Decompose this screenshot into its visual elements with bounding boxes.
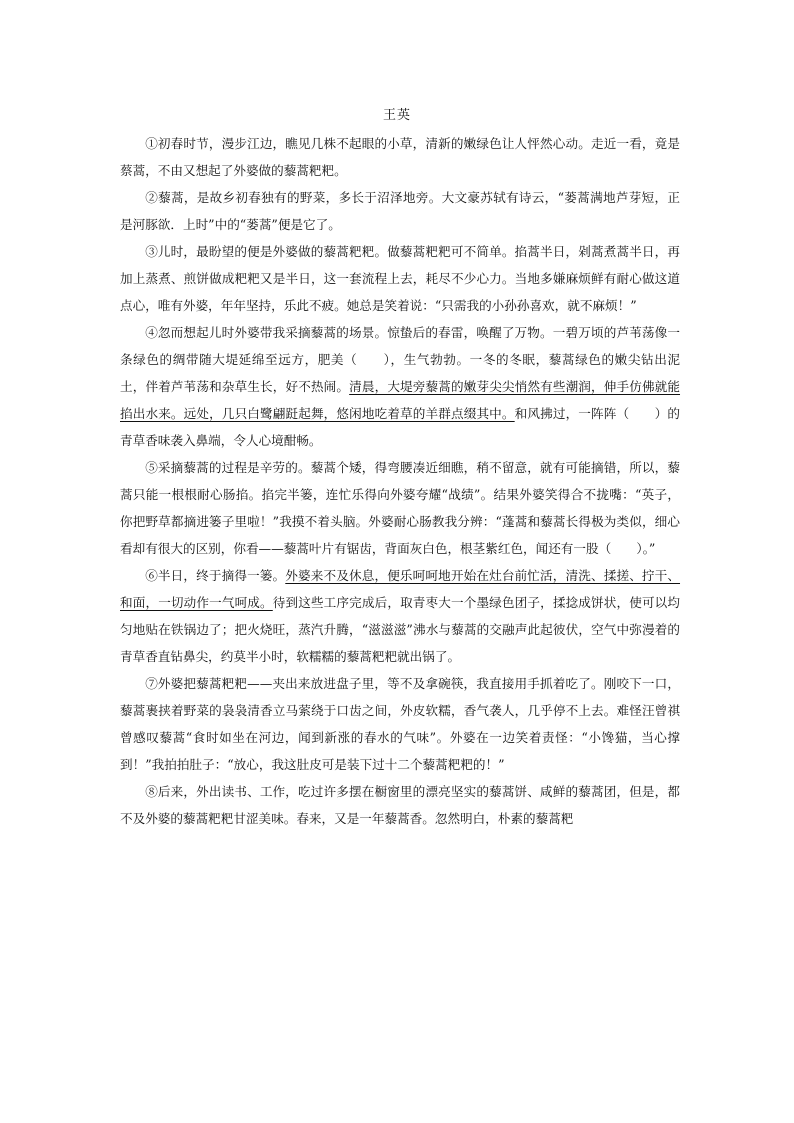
text-run: ④忽而想起儿时外婆带我采摘藜蒿的场景。惊蛰后的春雷，唤醒了万物。一碧万顷的芦苇荡像一条绿色的绸带随大堤延绵至远方，肥美（ ），生气勃勃。一冬的冬眠，藜蒿绿色的嫩尖钻出泥土，伴着芦苇荡和杂草生长，好不热闹。 — [120, 325, 680, 394]
underlined-sentence: 清晨，大堤旁藜蒿的嫩芽尖尖悄然有些潮润，伸手仿佛就能掐出水来。远处，几只白鹭翩跹起舞，悠闲地吃着草的羊群点缀其中。 — [120, 379, 681, 421]
paragraph-8 — [120, 778, 680, 832]
paragraph-2 — [120, 184, 680, 238]
underlined-sentence: 外婆来不及休息，便乐呵呵地开始在灶台前忙活，清洗、揉搓、拧干、和面，一切动作一气呵成。 — [120, 568, 681, 610]
paragraph-1 — [120, 130, 680, 184]
text-run: 和风拂过，一阵阵（ ）的青草香味袭入鼻端，令人心境酣畅。 — [120, 406, 681, 448]
paragraph-5 — [120, 454, 680, 562]
text-run: ⑤采摘藜蒿的过程是辛劳的。藜蒿个矮，得弯腰凑近细瞧，稍不留意，就有可能摘错，所以，藜蒿只能一根根耐心肠掐。掐完半篓，连忙乐得向外婆夸耀“战绩”。结果外婆笑得合不拢嘴：“英子，你把野草都摘进篓子里啦！”我摸不着头脑。外婆耐心肠教我分辨：“蓬蒿和藜蒿长得极为类似，细心看却有很大的区别，你看——藜蒿叶片有锯齿，背面灰白色，根茎紫红色，闻还有一股（ ）。” — [120, 460, 680, 556]
text-run: ⑧后来，外出读书、工作，吃过许多摆在橱窗里的漂亮坚实的藜蒿饼、咸鲜的藜蒿团，但是，都不及外婆的藜蒿粑粑甘涩美味。春来，又是一年藜蒿香。忽然明白，朴素的藜蒿粑 — [120, 784, 680, 826]
paragraph-3 — [120, 238, 680, 319]
text-run: ③儿时，最盼望的便是外婆做的藜蒿粑粑。做藜蒿粑粑可不简单。掐蒿半日，剁蒿煮蒿半日，再加上蒸煮、煎饼做成粑粑又是半日，这一套流程上去，耗尽不少心力。当地多嫌麻烦鲜有耐心做这道点心，唯有外婆，年年坚持，乐此不疲。她总是笑着说：“只需我的小孙孙喜欢，就不麻烦！” — [120, 244, 680, 313]
paragraph-4 — [120, 319, 680, 454]
article-body — [120, 130, 680, 832]
paragraph-7 — [120, 670, 680, 778]
text-run: ②藜蒿，是故乡初春独有的野菜，多长于沼泽地旁。大文豪苏轼有诗云，“蒌蒿满地芦芽短，正是河豚欲．上时”中的“蒌蒿”便是它了。 — [120, 190, 680, 232]
text-run: 待到这些工序完成后，取青枣大一个墨绿色团子，揉捻成饼状，使可以均匀地贴在铁锅边了；把火烧旺，蒸汽升腾，“滋滋滋”沸水与藜蒿的交融声此起彼伏，空气中弥漫着的青草香直钻鼻尖，约莫半小时，软糯糯的藜蒿粑粑就出锅了。 — [120, 595, 681, 664]
author-name: 王英 — [382, 108, 411, 123]
paragraph-6 — [120, 562, 680, 670]
text-run: ⑦外婆把藜蒿粑粑——夹出来放进盘子里，等不及拿碗筷，我直接用手抓着吃了。刚咬下一口，藜蒿裹挟着野菜的袅袅清香立马萦绕于口齿之间，外皮软糯，香气袭人，几乎停不上去。难怪汪曾祺曾感叹藜蒿“食时如坐在河边，闻到新涨的春水的气味”。外婆在一边笑着责怪：“小馋猫，当心撑到！”我拍拍肚子：“放心，我这肚皮可是装下过十二个藜蒿粑粑的！” — [120, 676, 680, 772]
text-run: ①初春时节，漫步江边，瞧见几株不起眼的小草，清新的嫩绿色让人怦然心动。走近一看，竟是蔡蒿，不由又想起了外婆做的藜蒿粑粑。 — [120, 136, 680, 178]
text-run: ⑥半日，终于摘得一篓。 — [145, 568, 286, 583]
